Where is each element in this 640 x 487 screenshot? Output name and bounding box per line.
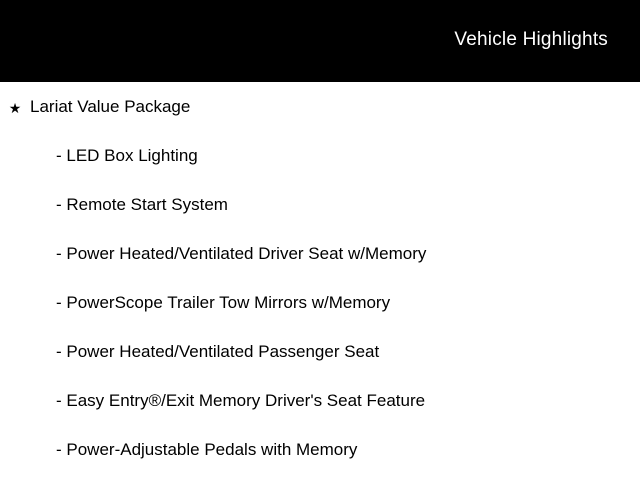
highlights-list: [0, 82, 640, 487]
bullet-spacer: [0, 438, 30, 439]
list-item-label: - Power-Adjustable Pedals with Memory: [56, 440, 358, 459]
bullet-spacer: [0, 193, 30, 194]
list-item-label: - LED Box Lighting: [56, 146, 198, 165]
list-item-label: - Power Heated/Ventilated Passenger Seat: [56, 342, 380, 361]
bullet-spacer: [0, 242, 30, 243]
list-item-label: Lariat Value Package: [30, 97, 191, 116]
bullet-spacer: [0, 291, 30, 292]
list-item-label: - PowerScope Trailer Tow Mirrors w/Memory: [56, 293, 391, 312]
list-item: [0, 389, 640, 438]
list-item-label: - Easy Entry®/Exit Memory Driver's Seat Feature: [56, 391, 426, 410]
bullet-spacer: [0, 340, 30, 341]
bullet-spacer: [0, 144, 30, 145]
list-item: [0, 95, 640, 144]
star-icon: ★: [8, 100, 22, 116]
list-item: [0, 242, 640, 291]
list-item: [0, 144, 640, 193]
header-bar: [0, 0, 640, 82]
list-item: [0, 291, 640, 340]
list-item-label: - Power Heated/Ventilated Driver Seat w/Memory: [56, 244, 427, 263]
list-item: [0, 340, 640, 389]
list-item-label: - Remote Start System: [56, 195, 228, 214]
list-item: [0, 193, 640, 242]
page-title: Vehicle Highlights: [454, 29, 608, 50]
bullet-spacer: [0, 389, 30, 390]
